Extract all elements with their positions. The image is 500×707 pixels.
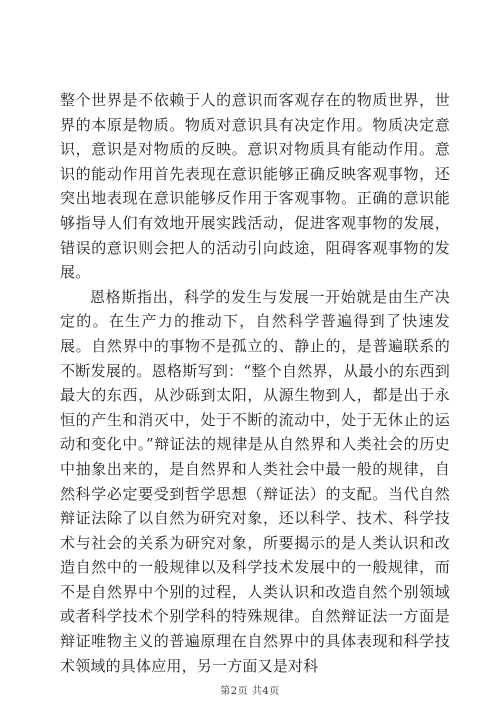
page-footer: 第2页 共4页 [220, 686, 280, 697]
body-text [60, 88, 450, 678]
paragraph-1: 整个世界是不依赖于人的意识而客观存在的物质世界，世界的本原是物质。物质对意识具有决定作用。物质决定意识，意识是对物质的反映。意识对物质具有能动作用。意识的能动作用首先表现在意识能够正确反映客观事物，还突出地表现在意识能够反作用于客观事物。正确的意识能够指导人们有效地开展实践活动，促进客观事物的发展，错误的意识则会把人的活动引向歧途，阻碍客观事物的发展。 [60, 91, 450, 282]
paragraph-2: 恩格斯指出，科学的发生与发展一开始就是由生产决定的。在生产力的推动下，自然科学普遍得到了快速发展。自然界中的事物不是孤立的、静止的，是普遍联系的不断发展的。恩格斯写到：“整个自然界，从最小的东西到最大的东西，从沙砾到太阳，从源生物到人，都是出于永恒的产生和消灭中，处于不断的流动中，处于无休止的运动和变化中。”辩证法的规律是从自然界和人类社会的历史中抽象出来的，是自然界和人类社会中最一般的规律，自然科学必定要受到哲学思想（辩证法）的支配。当代自然辩证法除了以自然为研究对象，还以科学、技术、科学技术与社会的关系为研究对象，所要揭示的是人类认识和改造自然中的一般规律以及科学技术发展中的一般规律，而不是自然界中个别的过程，人类认识和改造自然个别领域或者科学技术个别学科的特殊规律。自然辩证法一方面是辩证唯物主义的普遍原理在自然界中的具体表现和科学技术领域的具体应用，另一方面又是对科 [60, 287, 450, 675]
